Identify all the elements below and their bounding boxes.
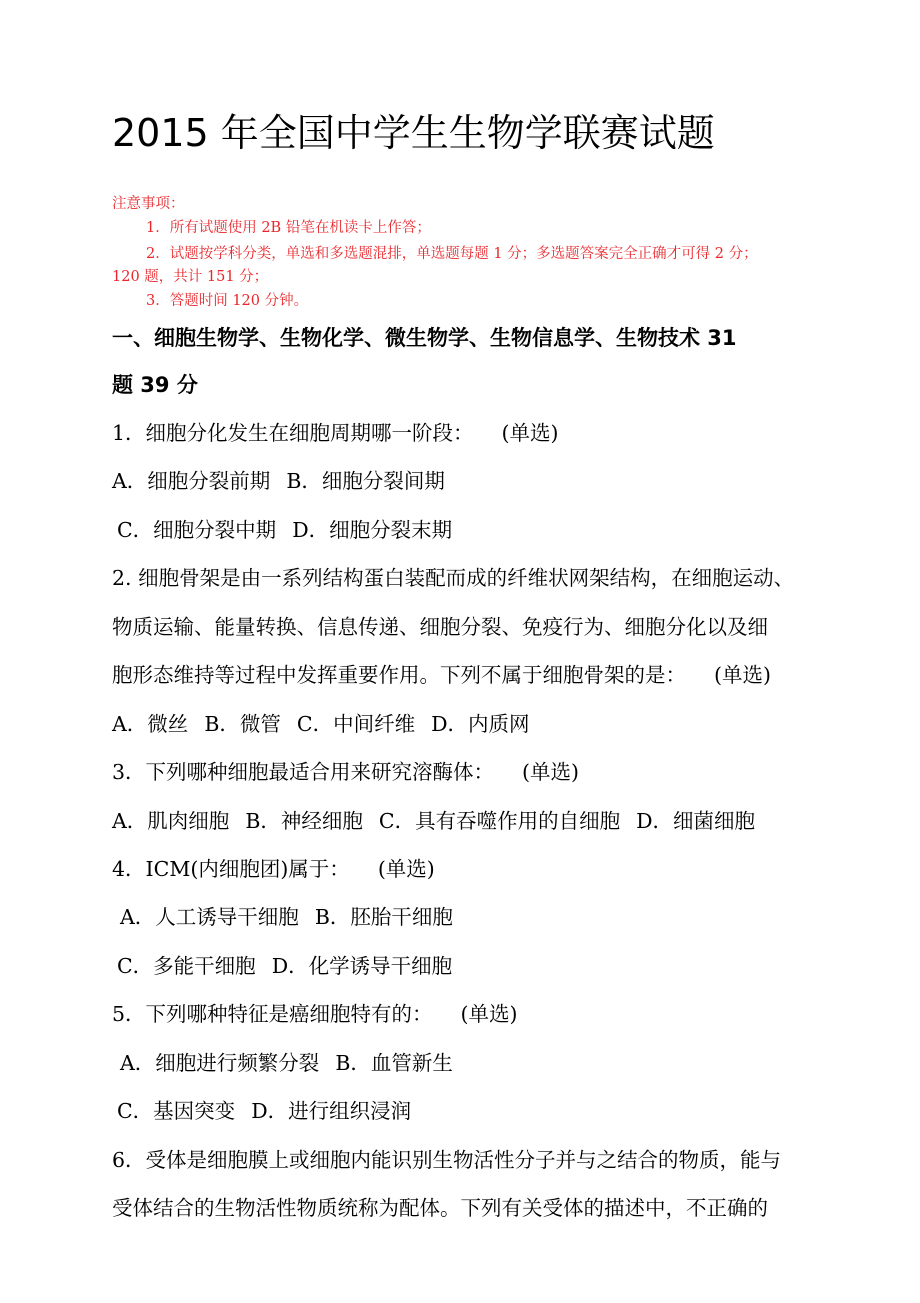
question-3-stem bbox=[112, 757, 579, 787]
question-2-text: 胞形态维持等过程中发挥重要作用。下列不属于细胞骨架的是： bbox=[112, 663, 686, 687]
q5-option-b: B．血管新生 bbox=[335, 1051, 453, 1075]
q4-option-d: D．化学诱导干细胞 bbox=[271, 954, 453, 978]
q3-option-c: C．具有吞噬作用的自细胞 bbox=[378, 809, 621, 833]
section-heading-continued: 题 39 分 bbox=[112, 373, 198, 397]
q2-option-b: B．微管 bbox=[204, 712, 281, 736]
q1-option-c: C．细胞分裂中期 bbox=[117, 518, 277, 542]
question-5-options-row-1 bbox=[120, 1048, 453, 1078]
question-6-line-2: 受体结合的生物活性物质统称为配体。下列有关受体的描述中，不正确的 bbox=[112, 1196, 768, 1220]
question-2-line-2: 物质运输、能量转换、信息传递、细胞分裂、免疫行为、细胞分化以及细 bbox=[112, 615, 768, 639]
q1-option-b: B．细胞分裂间期 bbox=[286, 469, 445, 493]
question-3-text: 3．下列哪种细胞最适合用来研究溶酶体： bbox=[112, 760, 495, 784]
q2-option-a: A．微丝 bbox=[112, 712, 189, 736]
q4-option-b: B．胚胎干细胞 bbox=[314, 905, 453, 929]
single-choice-tag: (单选) bbox=[377, 857, 435, 881]
question-2-options bbox=[112, 709, 530, 739]
single-choice-tag: (单选) bbox=[460, 1002, 518, 1026]
q1-option-d: D．细胞分裂末期 bbox=[292, 518, 453, 542]
question-4-stem bbox=[112, 854, 435, 884]
q5-option-d: D．进行组织浸润 bbox=[251, 1099, 412, 1123]
q5-option-a: A．细胞进行频繁分裂 bbox=[120, 1051, 320, 1075]
note-item-1: 1．所有试题使用 2B 铅笔在机读卡上作答； bbox=[146, 220, 431, 236]
q3-option-b: B．神经细胞 bbox=[245, 809, 363, 833]
question-5-options-row-2 bbox=[117, 1096, 411, 1126]
q1-option-a: A．细胞分裂前期 bbox=[112, 469, 271, 493]
question-3-options bbox=[112, 806, 755, 836]
question-5-text: 5．下列哪种特征是癌细胞特有的： bbox=[112, 1002, 433, 1026]
question-1-options-row-1 bbox=[112, 466, 445, 496]
page-title: 2015 年全国中学生生物学联赛试题 bbox=[112, 111, 715, 155]
q2-option-d: D．内质网 bbox=[431, 712, 530, 736]
question-1-options-row-2 bbox=[117, 515, 452, 545]
q3-option-a: A．肌肉细胞 bbox=[112, 809, 230, 833]
q5-option-c: C．基因突变 bbox=[117, 1099, 236, 1123]
question-6-line-1: 6．受体是细胞膜上或细胞内能识别生物活性分子并与之结合的物质，能与 bbox=[112, 1148, 782, 1172]
question-2-line-3 bbox=[112, 660, 771, 690]
single-choice-tag: (单选) bbox=[501, 421, 559, 445]
question-5-stem bbox=[112, 999, 518, 1029]
question-4-options-row-2 bbox=[117, 951, 452, 981]
note-item-2-continued: 120 题，共计 151 分； bbox=[112, 269, 269, 285]
note-item-3: 3．答题时间 120 分钟。 bbox=[146, 293, 309, 309]
q4-option-a: A．人工诱导干细胞 bbox=[120, 905, 299, 929]
q4-option-c: C．多能干细胞 bbox=[117, 954, 256, 978]
single-choice-tag: (单选) bbox=[714, 663, 771, 687]
q3-option-d: D．细菌细胞 bbox=[636, 809, 756, 833]
notes-heading: 注意事项： bbox=[112, 196, 185, 212]
question-1-stem bbox=[112, 418, 559, 448]
question-4-text: 4．ICM(内细胞团)属于： bbox=[112, 857, 350, 881]
question-2-line-1: 2. 细胞骨架是由一系列结构蛋白装配而成的纤维状网架结构，在细胞运动、 bbox=[112, 566, 795, 590]
q2-option-c: C．中间纤维 bbox=[296, 712, 416, 736]
question-4-options-row-1 bbox=[120, 902, 453, 932]
note-item-2: 2．试题按学科分类，单选和多选题混排，单选题每题 1 分；多选题答案完全正确才可得 2 分； bbox=[146, 246, 758, 262]
single-choice-tag: (单选) bbox=[522, 760, 580, 784]
section-heading: 一、细胞生物学、生物化学、微生物学、生物信息学、生物技术 31 bbox=[112, 326, 737, 350]
question-1-text: 1．细胞分化发生在细胞周期哪一阶段： bbox=[112, 421, 474, 445]
